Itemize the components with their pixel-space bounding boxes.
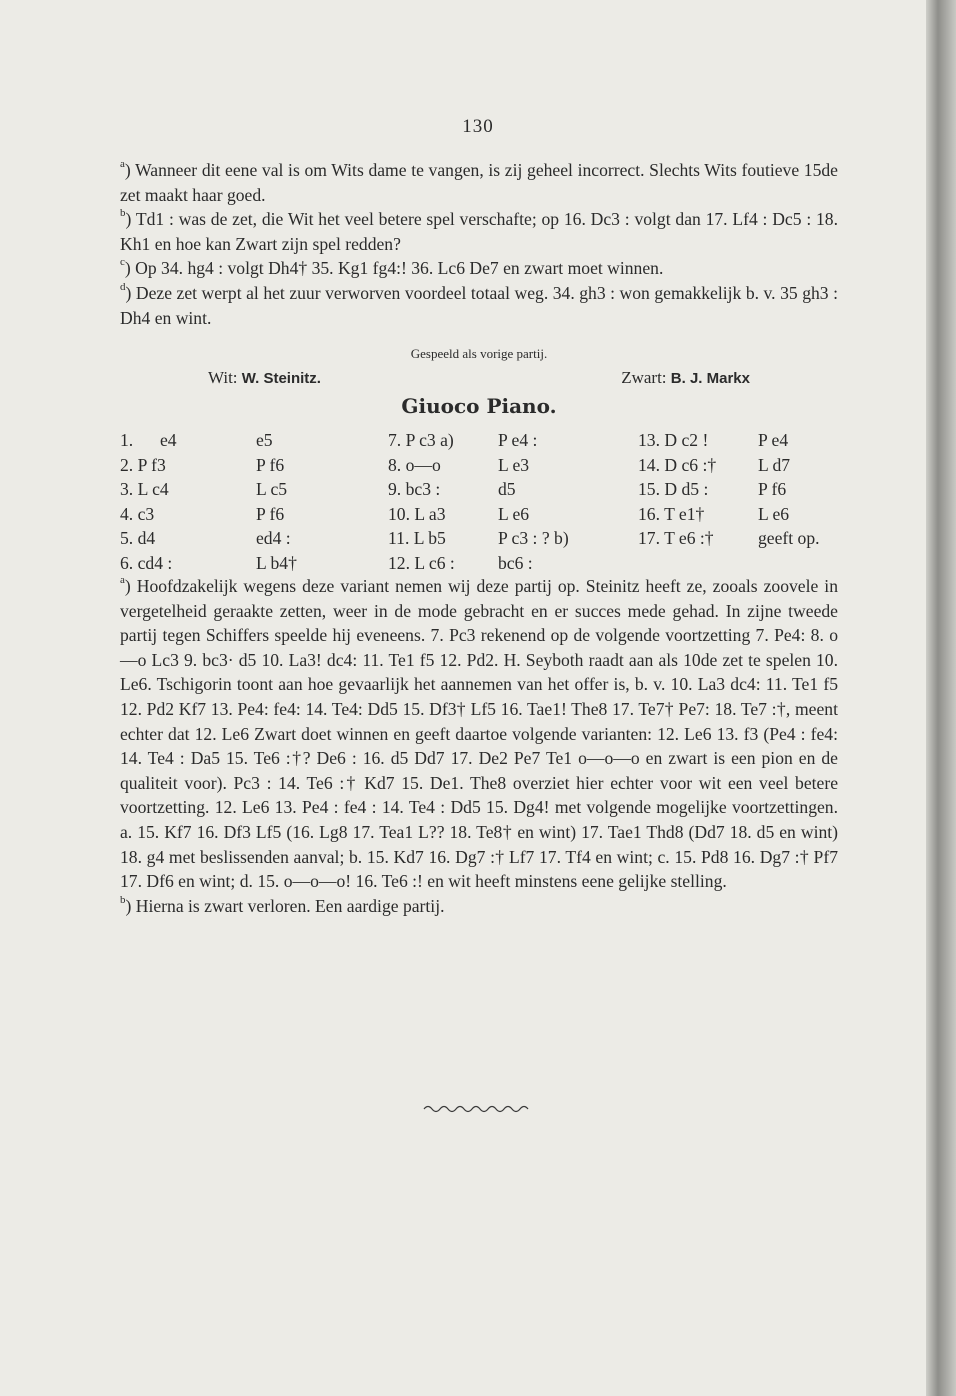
move-cell: 16. T e1† xyxy=(638,503,705,524)
move-cell xyxy=(160,502,256,527)
move-cell: L e3 xyxy=(498,454,530,475)
move-row xyxy=(120,453,838,478)
move-row xyxy=(120,502,838,527)
footnote-marker: a xyxy=(120,574,125,586)
move-cell: e4 xyxy=(160,430,177,450)
move-cell: P f6 xyxy=(256,503,285,524)
move-cell: L c5 xyxy=(256,479,288,500)
footnote-marker: c xyxy=(120,256,125,269)
page-edge xyxy=(926,0,956,1396)
move-cell: 17. T e6 :† xyxy=(638,528,714,549)
white-label: Wit: xyxy=(208,368,238,387)
footnote-text: ) Wanneer dit eene val is om Wits dame te vangen, is zij geheel incorrect. Slechts Wits foutieve 15de zet maakt haar goed. xyxy=(120,160,838,205)
move-cell: L e6 xyxy=(758,503,790,524)
footnote-marker: d xyxy=(120,280,126,293)
move-cell: 14. D c6 :† xyxy=(638,454,717,475)
move-row xyxy=(120,551,838,576)
footnote-text: ) Hierna is zwart verloren. Een aardige partij. xyxy=(125,895,445,916)
move-cell xyxy=(638,551,758,576)
move-cell xyxy=(160,453,256,478)
move-cell: 15. D d5 : xyxy=(638,479,709,500)
move-cell xyxy=(160,526,256,551)
footnote-d xyxy=(120,281,838,330)
move-cell: 13. D c2 ! xyxy=(638,430,709,450)
move-cell: 5. d4 xyxy=(120,528,156,549)
footnote-marker: b xyxy=(120,893,126,906)
moves-table xyxy=(120,428,838,576)
move-cell: 4. c3 xyxy=(120,503,155,524)
move-cell: 10. L a3 xyxy=(388,503,446,524)
footnote-b xyxy=(120,207,838,256)
move-cell: 12. L c6 : xyxy=(388,552,455,573)
move-cell: 7. P c3 a) xyxy=(388,430,454,450)
move-cell: L d7 xyxy=(758,454,791,475)
move-cell: bc6 : xyxy=(498,552,533,573)
move-cell: L b4† xyxy=(256,552,297,573)
footnotes-previous-game xyxy=(120,158,838,330)
black-label: Zwart: xyxy=(621,368,667,387)
footnote-text: ) Td1 : was de zet, die Wit het veel betere spel verschafte; op 16. Dc3 : volgt dan 17. Lf4 : Dc5 : 18. Kh1 en hoe kan Zwart zijn spel redden? xyxy=(120,209,838,254)
footnote-marker: a xyxy=(120,158,125,170)
footnote-a xyxy=(120,574,838,894)
move-row xyxy=(120,526,838,551)
white-name: W. Steinitz. xyxy=(241,370,321,387)
move-cell: 9. bc3 : xyxy=(388,479,441,500)
black-player xyxy=(621,368,750,388)
move-cell: 2. P f3 xyxy=(120,454,166,475)
move-cell xyxy=(160,551,256,576)
black-name: B. J. Markx xyxy=(670,370,750,387)
move-cell: e5 xyxy=(256,430,273,450)
footnote-a xyxy=(120,158,838,207)
move-cell: 6. cd4 : xyxy=(120,552,173,573)
move-cell: L e6 xyxy=(498,503,530,524)
footnote-text: ) Hoofdzakelijk wegens deze variant nemen wij deze partij op. Steinitz heeft ze, zooals zoovele in vergetelheid geraakte zetten, weer in de mode gebracht en er succes mede gehad. In zijne tweede partij tegen Schiffers speelde hij eveneens. 7. Pc3 rekenend op de volgende voortzetting 7. Pe4: 8. o—o Lc3 9. bc3· d5 10. La3! dc4: 11. Te1 f5 12. Pd2. H. Seyboth raadt aan als 10de zet te spelen 10. Le6. Tschigorin toont aan hoe gevaarlijk het aannemen van het offer is, b. v. 10. La3 dc4: 11. Te1 f5 12. Pd2 Kf7 13. Pe4: fe4: 14. Te4: Dd5 15. Df3† Lf5 16. Tae1! The8 17. Te7† Pe7: 18. Te7 :†, meent echter dat 12. Le6 Zwart doet winnen en geeft daartoe volgende varianten: 12. Le6 13. f3 (Pe4 : fe4: 14. Te4 : Da5 15. Te6 :†? De6 : 16. d5 Dd7 17. De2 Pe7 Te1 o—o—o en zwart is een pion en de qualiteit voor). Pc3 : 14. Te6 :† Kd7 15. De1. The8 overziet hier echter voor wit een veel betere voortzetting. 12. Le6 13. Pe4 : fe4 : 14. Te4 : Dd5 15. Dg4! met volgende mogelijke voortzettingen. a. 15. Kf7 16. Df3 Lf5 (16. Lg8 17. Tea1 L?? 18. Te8† en wint) 17. Tae1 Thd8 (Dd7 18. d5 en wint) 18. g4 met beslissenden aanval; b. 15. Kd7 16. Dg7 :† Lf7 17. Tf4 en wint; c. 15. Pd8 16. Dg7 :† Pf7 17. Df6 en wint; d. 15. o—o—o! 16. Te6 :! en wit heeft minstens eene gelijke stelling. xyxy=(120,576,838,892)
move-cell xyxy=(758,551,838,576)
footnote-text: ) Op 34. hg4 : volgt Dh4† 35. Kg1 fg4:! 36. Lc6 De7 en zwart moet winnen. xyxy=(124,258,664,279)
move-cell: d5 xyxy=(498,479,516,500)
footnote-text: ) Deze zet werpt al het zuur verworven voordeel totaal weg. 34. gh3 : won gemakkelijk b. v. 35 gh3 : Dh4 en wint. xyxy=(120,282,838,328)
footnotes-game xyxy=(120,574,838,918)
move-cell: geeft op. xyxy=(758,528,820,549)
opening-title: Giuoco Piano. xyxy=(401,394,557,418)
footnote-b xyxy=(120,894,838,919)
move-cell xyxy=(160,477,256,502)
move-cell: 11. L b5 xyxy=(388,528,446,549)
move-row xyxy=(120,477,838,502)
move-cell: P f6 xyxy=(758,479,787,500)
footnote-c xyxy=(120,256,838,281)
move-row xyxy=(120,428,838,453)
ornament-divider xyxy=(422,1102,534,1116)
move-cell: P e4 : xyxy=(498,430,538,450)
move-cell: ed4 : xyxy=(256,528,291,549)
move-cell: 1. xyxy=(120,430,134,450)
move-cell: P e4 xyxy=(758,430,789,450)
move-cell: P c3 : ? b) xyxy=(498,528,569,549)
move-cell: 8. o—o xyxy=(388,454,441,475)
played-as-note: Gespeeld als vorige partij. xyxy=(410,346,548,361)
players-line xyxy=(120,368,838,388)
white-player xyxy=(208,368,321,388)
footnote-marker: b xyxy=(120,207,126,220)
game-header xyxy=(120,346,838,418)
move-cell: P f6 xyxy=(256,454,285,475)
move-cell: 3. L c4 xyxy=(120,479,169,500)
page-number: 130 xyxy=(462,116,494,137)
